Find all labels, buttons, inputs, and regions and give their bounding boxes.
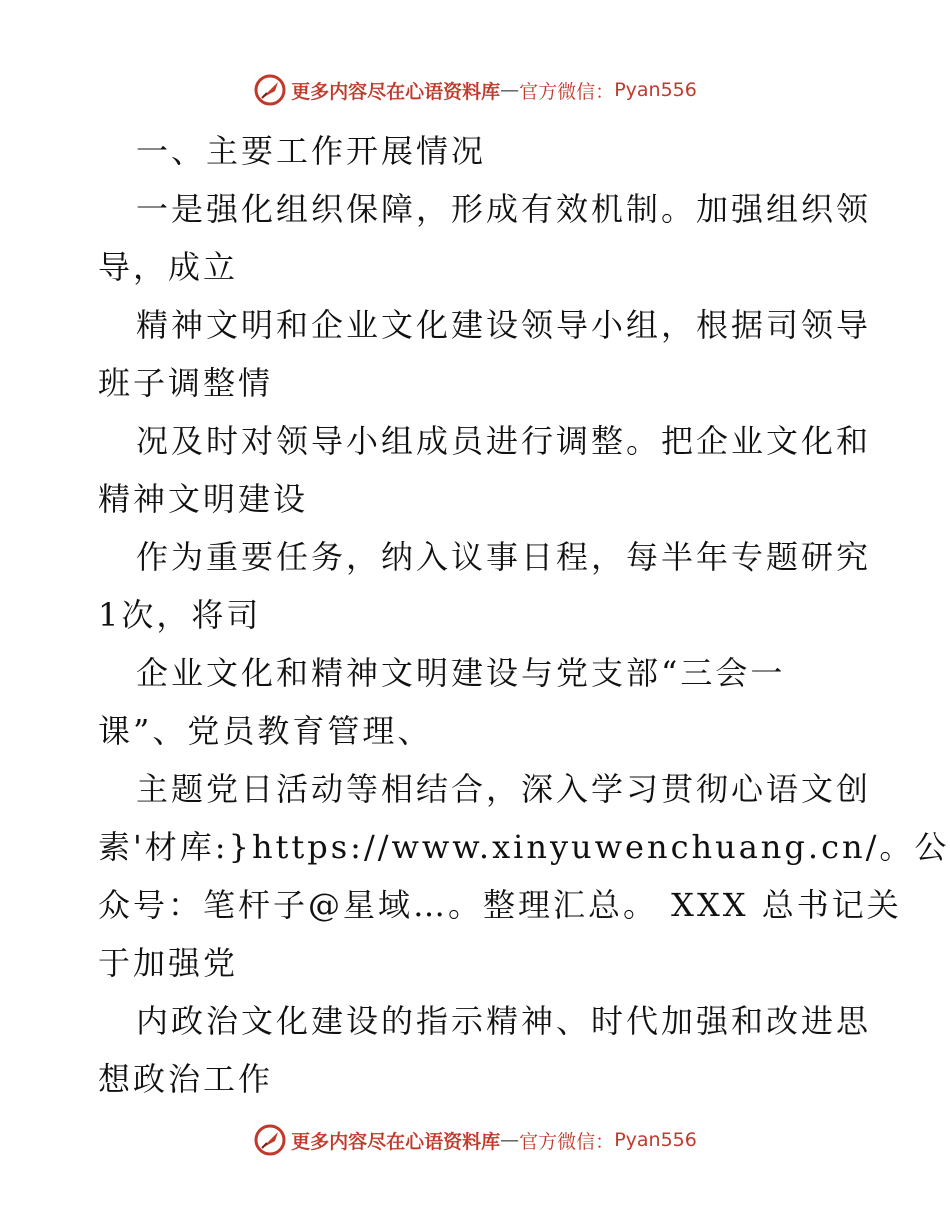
body-text	[98, 122, 950, 1108]
separator: —	[500, 79, 520, 101]
body-line: 精神文明建设	[98, 480, 309, 518]
body-line: 想政治工作	[98, 1060, 274, 1098]
body-line: 素'材库:}https://www.xinyuwenchuang.cn/。公	[98, 828, 950, 866]
brand-text: 更多内容尽在心语资料库	[291, 1130, 501, 1153]
footer-watermark	[0, 1120, 950, 1160]
body-line: 企业文化和精神文明建设与党支部“三会一	[136, 654, 786, 692]
body-line: 课”、党员教育管理、	[98, 712, 433, 750]
body-line: 作为重要任务，纳入议事日程，每半年专题研究	[136, 538, 872, 576]
body-line: 众号：笔杆子@星域…。整理汇总。 XXX 总书记关	[98, 886, 902, 924]
body-line: 内政治文化建设的指示精神、时代加强和改进思	[136, 1002, 872, 1040]
body-line: 主题党日活动等相结合，深入学习贯彻心语文创	[136, 770, 872, 808]
body-line: 一是强化组织保障，形成有效机制。加强组织领	[136, 190, 872, 228]
wechat-label: 官方微信：	[519, 1130, 615, 1153]
wechat-id: Pyan556	[614, 79, 697, 101]
body-line: 精神文明和企业文化建设领导小组，根据司领导	[136, 306, 872, 344]
separator: —	[500, 1129, 520, 1151]
document-body	[98, 122, 950, 1108]
wechat-id: Pyan556	[614, 1129, 697, 1151]
body-line: 导，成立	[98, 248, 239, 286]
body-line: 一、主要工作开展情况	[136, 132, 487, 170]
quill-logo-icon	[253, 73, 287, 107]
brand-text: 更多内容尽在心语资料库	[291, 80, 501, 103]
wechat-label: 官方微信：	[519, 80, 615, 103]
body-line: 况及时对领导小组成员进行调整。把企业文化和	[136, 422, 872, 460]
body-line: 班子调整情	[98, 364, 274, 402]
body-line: 于加强党	[98, 944, 239, 982]
body-line: 1次，将司	[98, 596, 262, 634]
quill-logo-icon	[253, 1123, 287, 1157]
header-watermark	[0, 70, 950, 110]
